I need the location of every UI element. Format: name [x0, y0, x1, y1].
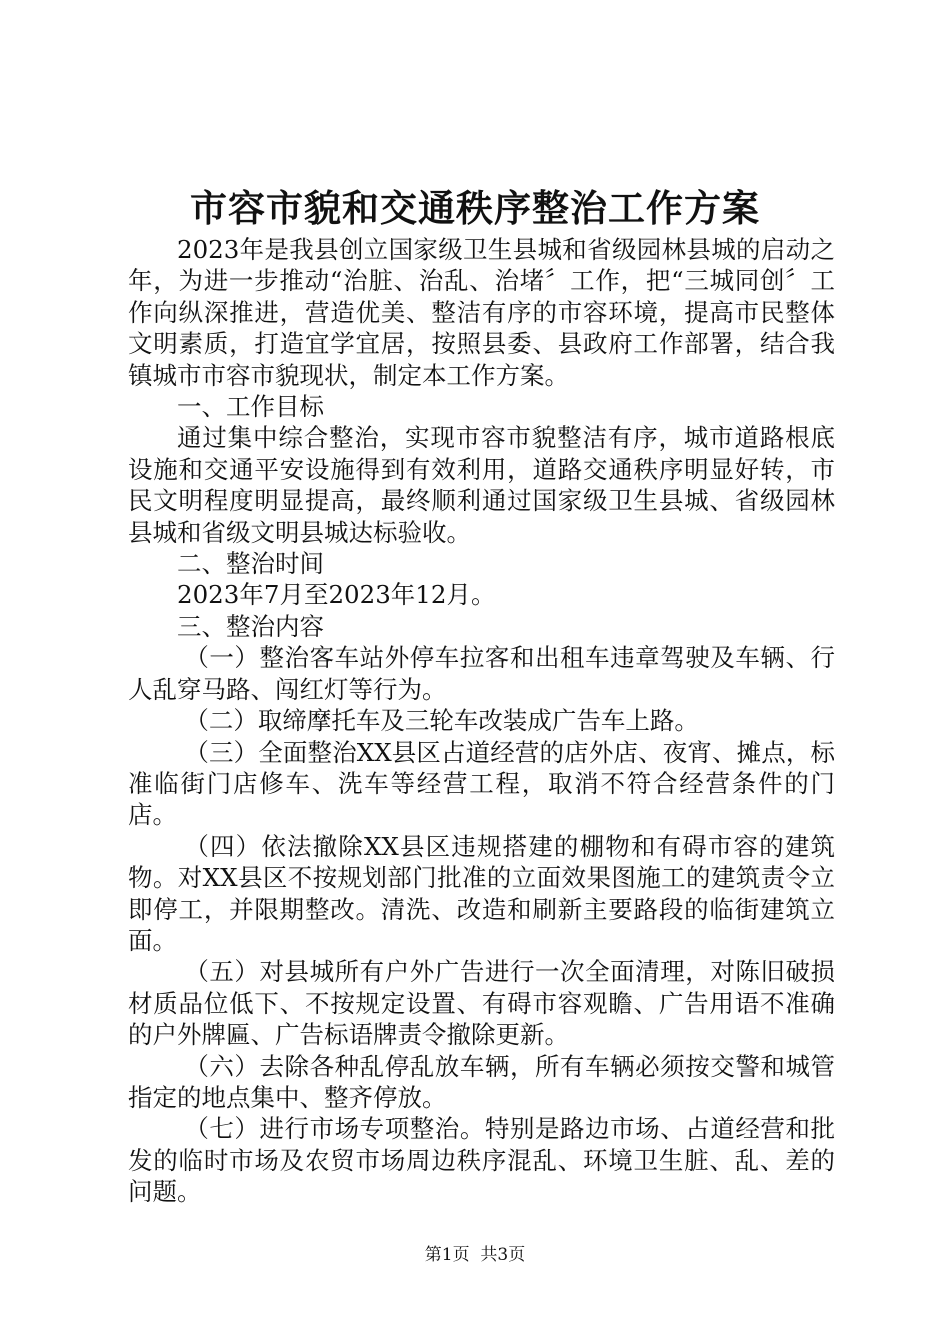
document-body [128, 234, 835, 1208]
document-title: 市容市貌和交通秩序整治工作方案 [190, 186, 760, 230]
section-heading-goals: 一、工作目标 [177, 392, 324, 422]
content-item-7: （七）进行市场专项整治。特别是路边市场、占道经营和批发的临时市场及农贸市场周边秩序混乱、环境卫生脏、乱、差的问题。 [128, 1114, 835, 1207]
content-item-3: （三）全面整治XX县区占道经营的店外店、夜宵、摊点，标准临街门店修车、洗车等经营工程，取消不符合经营条件的门店。 [128, 737, 835, 830]
page-footer [0, 1243, 950, 1267]
page-number-label: 第1页 共3页 [424, 1245, 526, 1265]
content-item-2: （二）取缔摩托车及三轮车改装成广告车上路。 [184, 706, 699, 736]
content-item-4: （四）依法撤除XX县区违规搭建的棚物和有碍市容的建筑物。对XX县区不按规划部门批准的立面效果图施工的建筑责令立即停工，并限期整改。清洗、改造和刷新主要路段的临街建筑立面。 [128, 831, 835, 955]
content-item-6: （六）去除各种乱停乱放车辆，所有车辆必须按交警和城管指定的地点集中、整齐停放。 [128, 1051, 835, 1112]
section-heading-period: 二、整治时间 [177, 549, 324, 579]
content-item-5: （五）对县城所有户外广告进行一次全面清理，对陈旧破损材质品位低下、不按规定设置、有碍市容观瞻、广告用语不准确的户外牌匾、广告标语牌责令撤除更新。 [128, 957, 835, 1050]
intro-paragraph: 2023年是我县创立国家级卫生县城和省级园林县城的启动之年，为进一步推动“治脏、治乱、治堵〞工作，把“三城同创〞工作向纵深推进，营造优美、整洁有序的市容环境，提高市民整体文明素质，打造宜学宜居，按照县委、县政府工作部署，结合我镇城市市容市貌现状，制定本工作方案。 [128, 235, 835, 390]
period-paragraph: 2023年7月至2023年12月。 [177, 580, 496, 610]
content-item-1: （一）整治客车站外停车拉客和出租车违章驾驶及车辆、行人乱穿马路、闯红灯等行为。 [128, 643, 835, 704]
goals-paragraph: 通过集中综合整治，实现市容市貌整洁有序，城市道路根底设施和交通平安设施得到有效利用，道路交通秩序明显好转，市民文明程度明显提高，最终顺利通过国家级卫生县城、省级园林县城和省级文明县城达标验收。 [128, 423, 835, 547]
section-heading-content: 三、整治内容 [177, 611, 324, 641]
